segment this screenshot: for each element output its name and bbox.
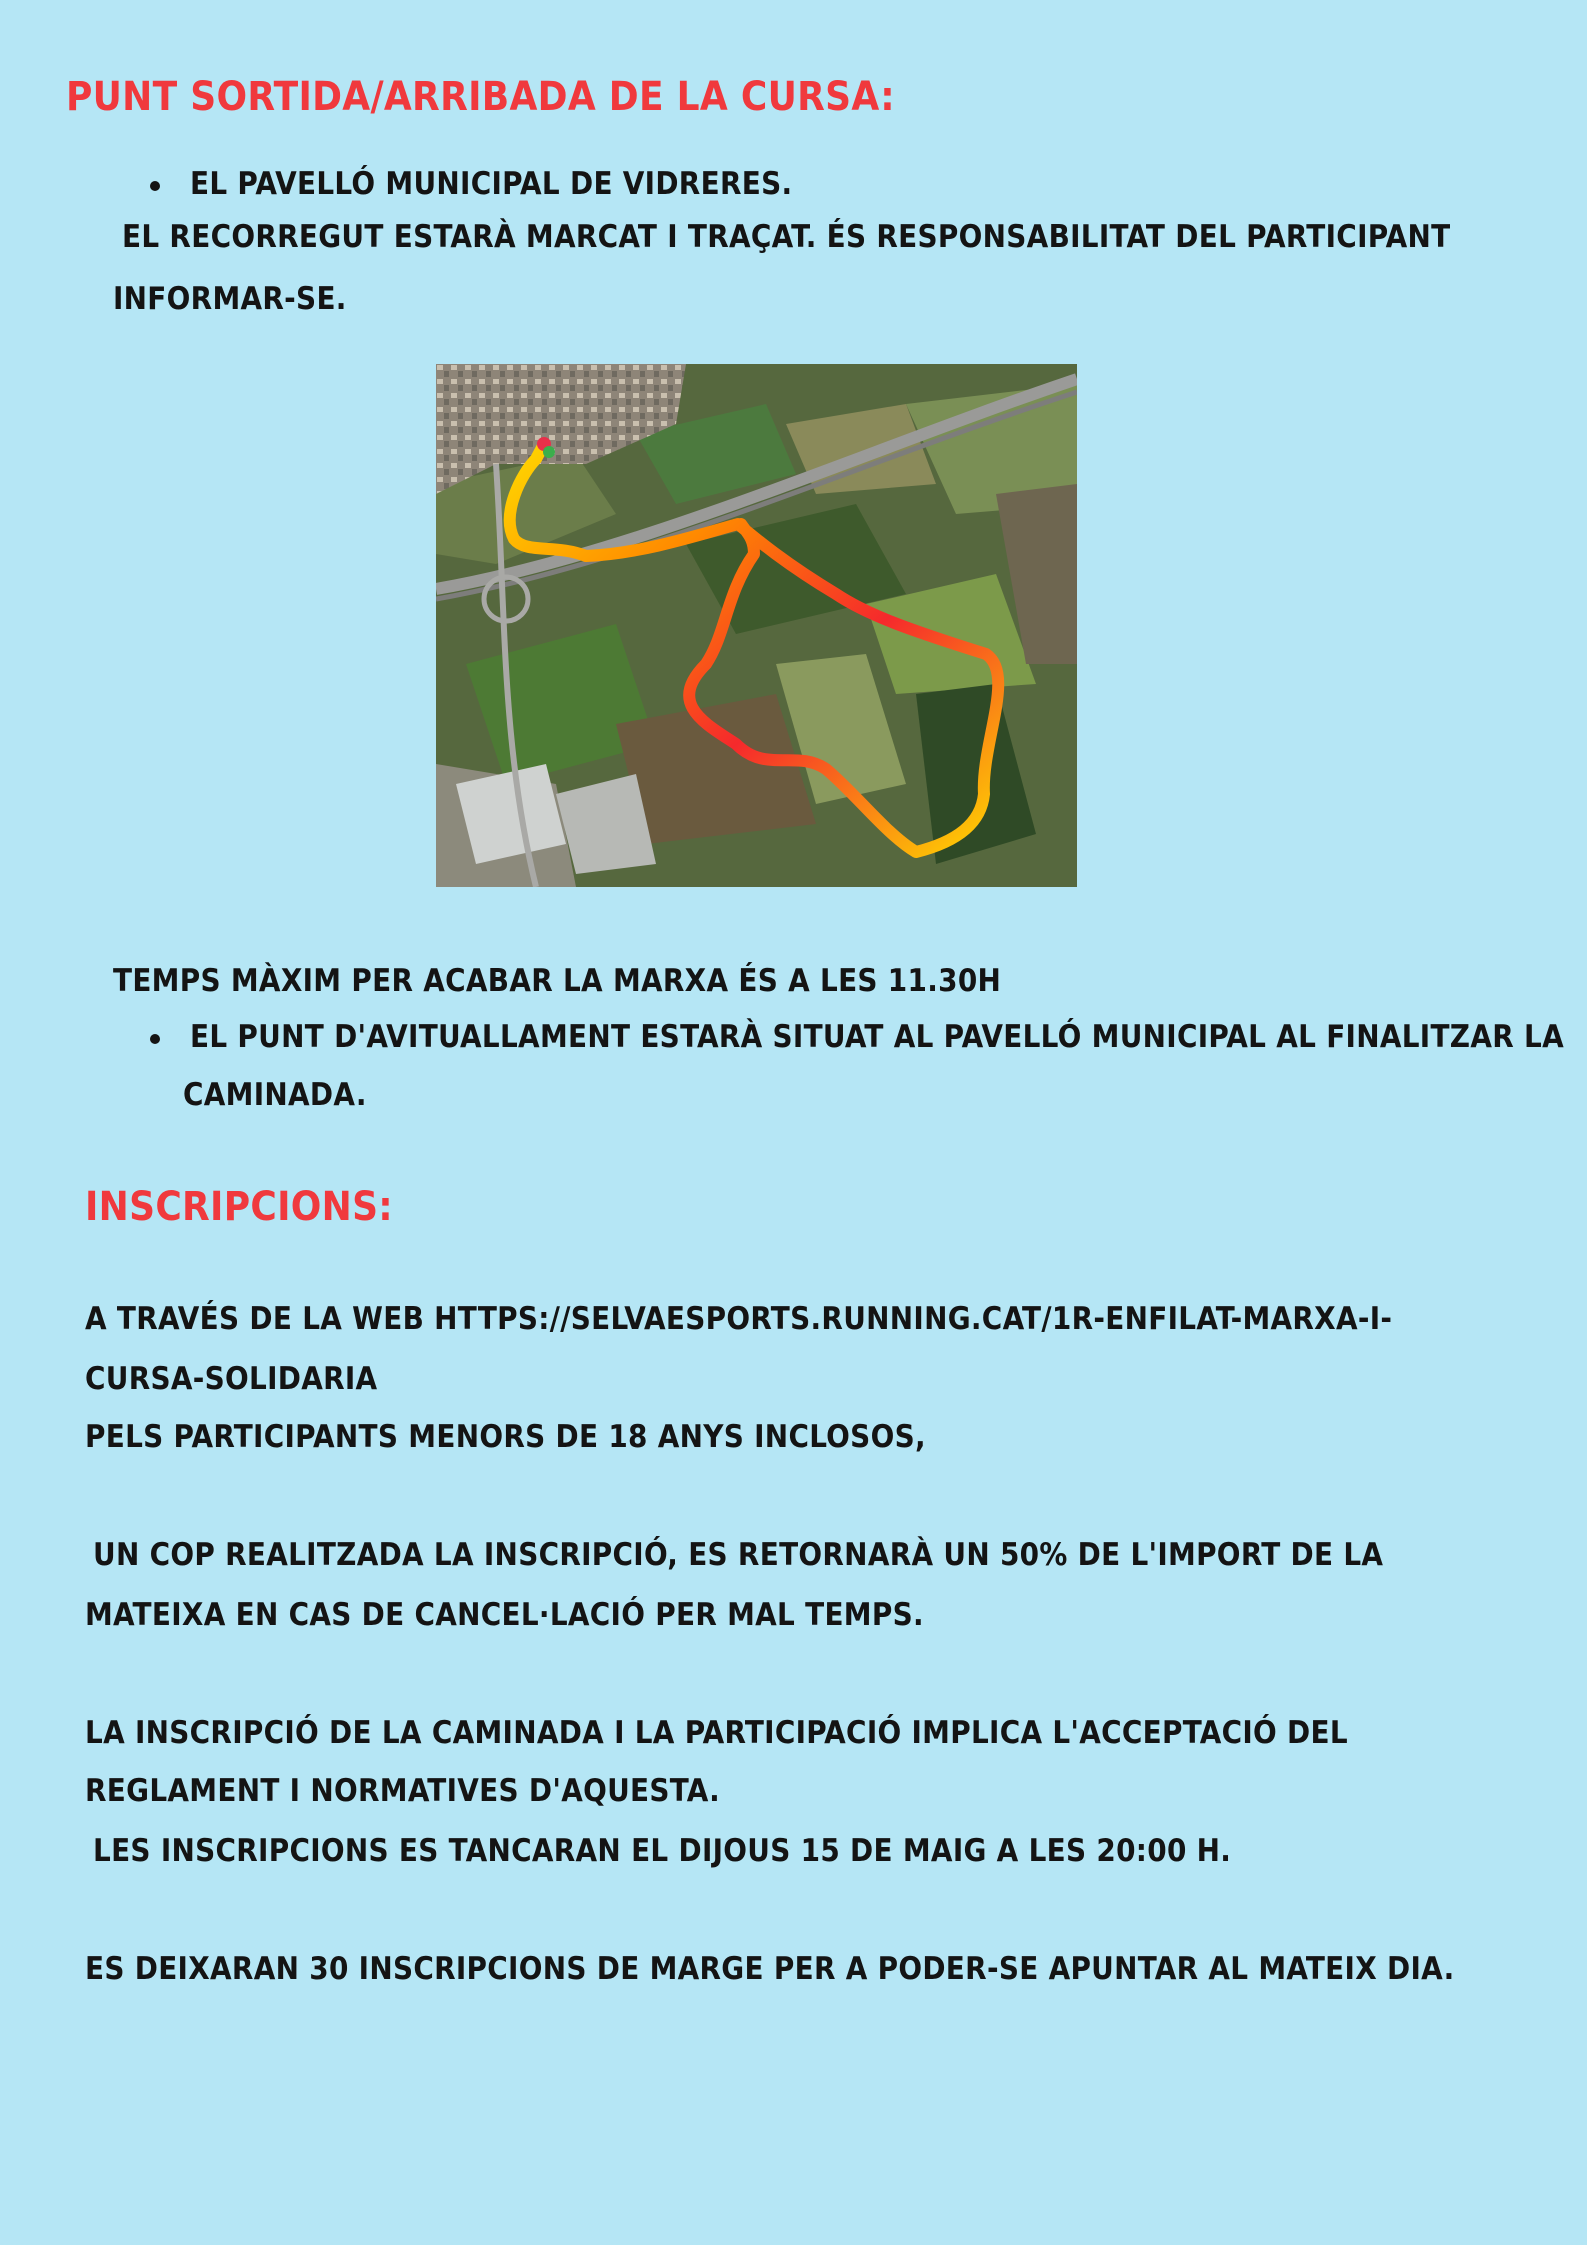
registration-web-line2: CURSA-SOLIDARIA bbox=[85, 1361, 378, 1397]
acceptance-line2: REGLAMENT I NORMATIVES D'AQUESTA. bbox=[85, 1773, 721, 1809]
max-time-line: TEMPS MÀXIM PER ACABAR LA MARXA ÉS A LES 11.30H bbox=[113, 963, 1002, 999]
registration-minors: PELS PARTICIPANTS MENORS DE 18 ANYS INCLOSOS, bbox=[85, 1419, 926, 1455]
route-map bbox=[436, 364, 1077, 887]
refund-line1: UN COP REALITZADA LA INSCRIPCIÓ, ES RETORNARÀ UN 50% DE L'IMPORT DE LA bbox=[93, 1537, 1384, 1573]
registration-heading: INSCRIPCIONS: bbox=[85, 1184, 393, 1230]
registration-web-line1: A TRAVÉS DE LA WEB HTTPS://SELVAESPORTS.RUNNING.CAT/1R-ENFILAT-MARXA-I- bbox=[85, 1301, 1393, 1337]
refund-line2: MATEIXA EN CAS DE CANCEL·LACIÓ PER MAL TEMPS. bbox=[85, 1597, 924, 1633]
refreshment-line2: CAMINADA. bbox=[183, 1077, 367, 1113]
registration-margin: ES DEIXARAN 30 INSCRIPCIONS DE MARGE PER A PODER-SE APUNTAR AL MATEIX DIA. bbox=[85, 1951, 1455, 1987]
start-heading: PUNT SORTIDA/ARRIBADA DE LA CURSA: bbox=[66, 74, 895, 120]
route-note-line2: INFORMAR-SE. bbox=[113, 281, 347, 317]
acceptance-line1: LA INSCRIPCIÓ DE LA CAMINADA I LA PARTICIPACIÓ IMPLICA L'ACCEPTACIÓ DEL bbox=[85, 1715, 1348, 1751]
start-bullet: EL PAVELLÓ MUNICIPAL DE VIDRERES. bbox=[190, 166, 793, 202]
refreshment-line1: EL PUNT D'AVITUALLAMENT ESTARÀ SITUAT AL PAVELLÓ MUNICIPAL AL FINALITZAR LA bbox=[190, 1019, 1564, 1055]
registration-close: LES INSCRIPCIONS ES TANCARAN EL DIJOUS 15 DE MAIG A LES 20:00 H. bbox=[93, 1833, 1232, 1869]
route-note-line1: EL RECORREGUT ESTARÀ MARCAT I TRAÇAT. ÉS RESPONSABILITAT DEL PARTICIPANT bbox=[122, 219, 1451, 255]
